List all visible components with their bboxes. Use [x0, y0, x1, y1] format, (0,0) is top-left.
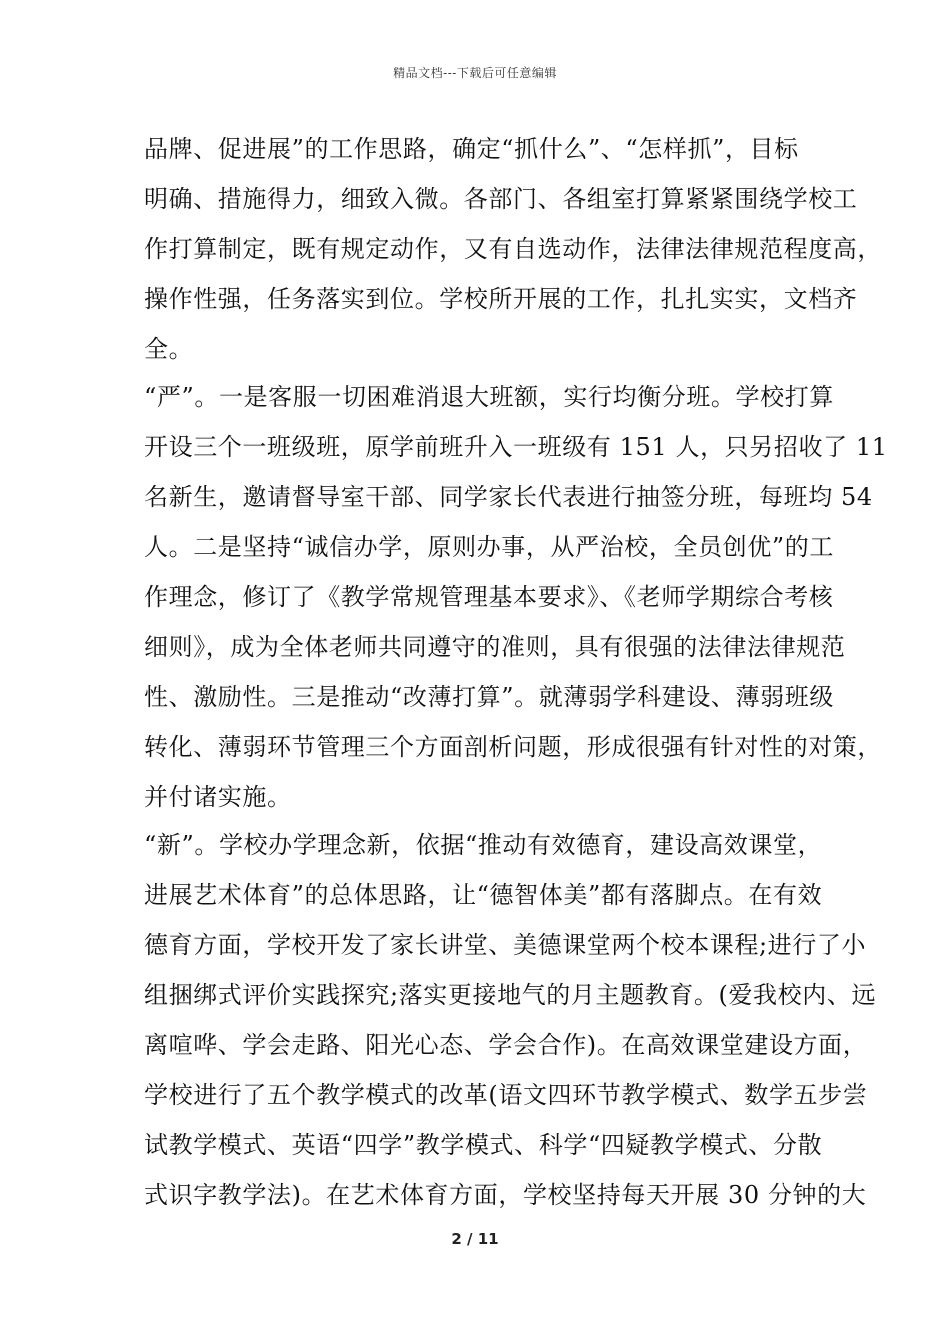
body-line: 德育方面，学校开发了家长讲堂、美德课堂两个校本课程;进行了小 — [144, 931, 867, 959]
body-line: 并付诸实施。 — [144, 783, 292, 811]
page-header: 精品文档---下载后可任意编辑 — [393, 66, 557, 80]
body-line: 作打算制定，既有规定动作，又有自选动作，法律法律规范程度高， — [144, 235, 882, 263]
body-line: 性、激励性。三是推动“改薄打算”。就薄弱学科建设、薄弱班级 — [144, 683, 834, 711]
body-line: 明确、措施得力，细致入微。各部门、各组室打算紧紧围绕学校工 — [144, 185, 858, 213]
page-number: 2 / 11 — [451, 1230, 499, 1248]
body-line: 人。二是坚持“诚信办学，原则办事，从严治校，全员创优”的工 — [144, 533, 834, 561]
body-line: 转化、薄弱环节管理三个方面剖析问题，形成很强有针对性的对策， — [144, 733, 882, 761]
body-line: 作理念，修订了《教学常规管理基本要求》、《老师学期综合考核 — [144, 583, 834, 611]
body-line: 学校进行了五个教学模式的改革(语文四环节教学模式、数学五步尝 — [144, 1081, 868, 1109]
body-line: 细则》，成为全体老师共同遵守的准则，具有很强的法律法律规范 — [144, 633, 846, 661]
paragraph-start-line: “新”。学校办学理念新，依据“推动有效德育，建设高效课堂， — [144, 831, 823, 859]
body-line: 试教学模式、英语“四学”教学模式、科学“四疑教学模式、分散 — [144, 1131, 823, 1159]
body-line: 开设三个一班级班，原学前班升入一班级有 151 人，只另招收了 11 — [144, 433, 888, 461]
paragraph-start-line: “严”。一是客服一切困难消退大班额，实行均衡分班。学校打算 — [144, 383, 834, 411]
body-line: 式识字教学法)。在艺术体育方面，学校坚持每天开展 30 分钟的大 — [144, 1181, 867, 1209]
body-line: 全。 — [144, 335, 194, 363]
body-line: 进展艺术体育”的总体思路，让“德智体美”都有落脚点。在有效 — [144, 881, 823, 909]
body-line: 操作性强，任务落实到位。学校所开展的工作，扎扎实实，文档齐 — [144, 285, 858, 313]
body-line: 离喧哗、学会走路、阳光心态、学会合作)。在高效课堂建设方面， — [144, 1031, 868, 1059]
body-line: 组捆绑式评价实践探究;落实更接地气的月主题教育。(爱我校内、远 — [144, 981, 877, 1009]
body-line: 品牌、促进展”的工作思路，确定“抓什么”、“怎样抓”，目标 — [144, 135, 799, 163]
body-line: 名新生，邀请督导室干部、同学家长代表进行抽签分班，每班均 54 — [144, 483, 873, 511]
